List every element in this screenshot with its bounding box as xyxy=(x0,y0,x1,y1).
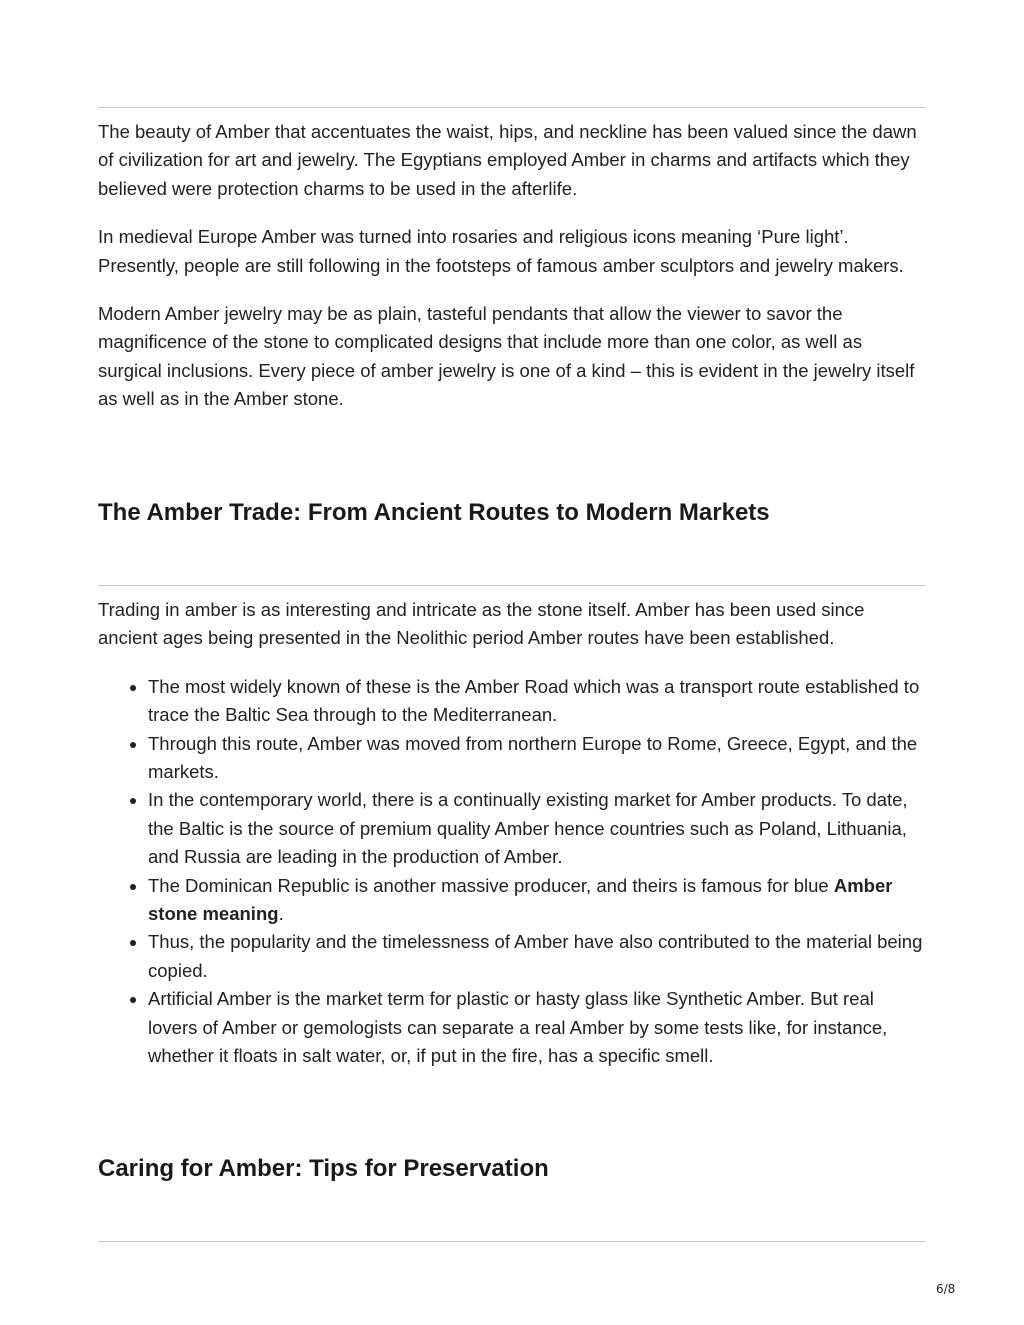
paragraph-modern: Modern Amber jewelry may be as plain, tasteful pendants that allow the viewer to savor the magnificence of the stone to complicated designs that include more than one color, as well as surgical inclusions. Every piece of amber jewelry is one of a kind – this is evident in the jewelry itself as well as in the Amber stone. xyxy=(98,303,915,410)
divider-top xyxy=(98,107,925,108)
list-item: In the contemporary world, there is a continually existing market for Amber products. To date, the Baltic is the source of premium quality Amber hence countries such as Poland, Lithuania, and Russia are leading in the production of Amber. xyxy=(148,786,928,871)
section-amber-art xyxy=(98,118,928,414)
amber-stone-meaning-link[interactable]: Amber stone meaning xyxy=(148,874,893,925)
trade-bullet-list xyxy=(98,673,928,1071)
paragraph-beauty: The beauty of Amber that accentuates the waist, hips, and neckline has been valued since the dawn of civilization for art and jewelry. The Egyptians employed Amber in charms and artifacts which they believed were protection charms to be used in the afterlife. xyxy=(98,121,917,199)
heading-caring-for-amber: Caring for Amber: Tips for Preservation xyxy=(98,1155,549,1182)
divider-caring xyxy=(98,1241,925,1242)
list-item: Artificial Amber is the market term for plastic or hasty glass like Synthetic Amber. But real lovers of Amber or gemologists can separate a real Amber by some tests like, for instance, whether it floats in salt water, or, if put in the fire, has a specific smell. xyxy=(148,985,928,1070)
list-item-text: The Dominican Republic is another massive producer, and theirs is famous for blue xyxy=(148,874,829,896)
paragraph-trade-intro: Trading in amber is as interesting and intricate as the stone itself. Amber has been used since ancient ages being presented in the Neolithic period Amber routes have been established. xyxy=(98,599,865,649)
paragraph-medieval: In medieval Europe Amber was turned into rosaries and religious icons meaning ‘Pure light’. Presently, people are still following in the footsteps of famous amber sculptors and jewelry makers. xyxy=(98,226,904,276)
list-item xyxy=(148,872,928,929)
page-number: 6/8 xyxy=(936,1282,956,1296)
list-item-end: . xyxy=(278,903,284,925)
divider-trade xyxy=(98,585,925,586)
list-item: The most widely known of these is the Amber Road which was a transport route established to trace the Baltic Sea through to the Mediterranean. xyxy=(148,673,928,730)
heading-amber-trade: The Amber Trade: From Ancient Routes to Modern Markets xyxy=(98,499,770,526)
section-amber-trade xyxy=(98,596,928,1071)
list-item: Thus, the popularity and the timelessness of Amber have also contributed to the material being copied. xyxy=(148,928,928,985)
list-item: Through this route, Amber was moved from northern Europe to Rome, Greece, Egypt, and the markets. xyxy=(148,730,928,787)
